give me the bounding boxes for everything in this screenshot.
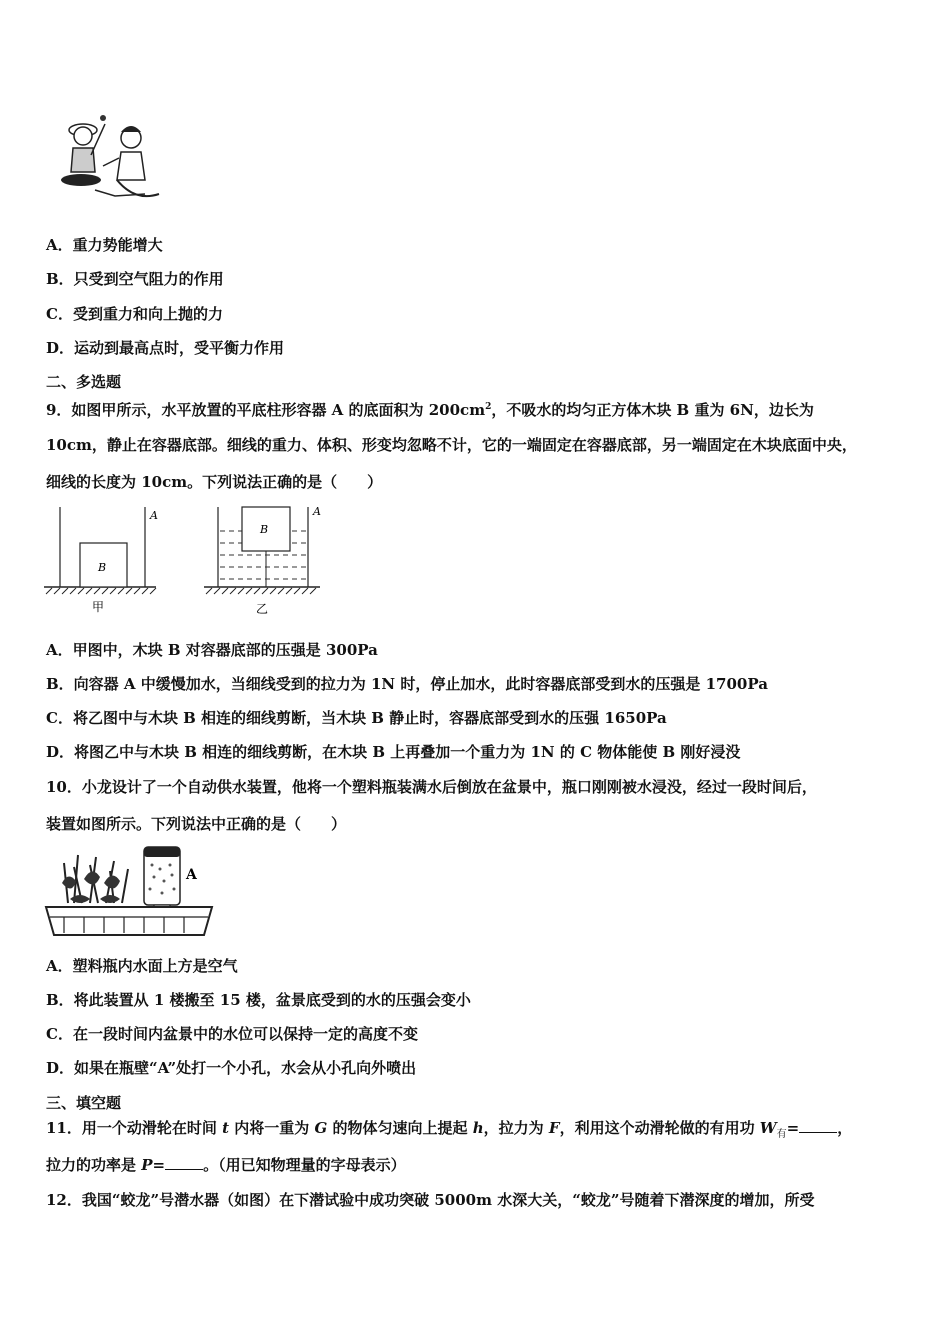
q8-option-b: B．只受到空气阻力的作用 bbox=[46, 270, 224, 288]
q9-option-b: B．向容器 A 中缓慢加水，当细线受到的拉力为 1N 时，停止加水，此时容器底部受到水的压强是 1700Pa bbox=[46, 675, 768, 693]
q10-option-c: C．在一段时间内盆景中的水位可以保持一定的高度不变 bbox=[46, 1025, 418, 1043]
q10-option-a: A．塑料瓶内水面上方是空气 bbox=[46, 957, 238, 975]
bottle-point-a-label: A bbox=[186, 867, 197, 883]
q11-text-1: 11．用一个动滑轮在时间 bbox=[46, 1119, 223, 1137]
jia-block-label: B bbox=[98, 561, 107, 574]
q10-line-2: 装置如图所示。下列说法中正确的是（ ） bbox=[46, 815, 347, 833]
q11-text-3: 的物体匀速向上提起 bbox=[327, 1119, 473, 1137]
q11-var-g: G bbox=[314, 1119, 328, 1137]
jia-container-label: A bbox=[150, 509, 158, 522]
children-throwing-ball-figure bbox=[55, 110, 165, 202]
figure-jia bbox=[40, 505, 160, 615]
figure-yi bbox=[200, 503, 325, 615]
q8-option-a: A．重力势能增大 bbox=[46, 236, 163, 254]
q10-line-1: 10．小龙设计了一个自动供水装置，他将一个塑料瓶装满水后倒放在盆景中，瓶口刚刚被水浸没，经过一段时间后， bbox=[46, 778, 817, 796]
q11-blank-1[interactable] bbox=[799, 1118, 837, 1133]
jia-caption: 甲 bbox=[92, 600, 105, 614]
q11-text-5: ，利用这个动滑轮做的有用功 bbox=[559, 1119, 760, 1137]
q12-line-1: 12．我国“蛟龙”号潜水器（如图）在下潜试验中成功突破 5000m 水深大关，“蛟龙”号随着下潜深度的增加，所受 bbox=[46, 1191, 815, 1209]
yi-caption: 乙 bbox=[256, 602, 269, 615]
q10-option-d: D．如果在瓶壁“A”处打一个小孔，水会从小孔向外喷出 bbox=[46, 1059, 417, 1077]
q11-line-2 bbox=[46, 1155, 406, 1175]
q9-option-a: A．甲图中，木块 B 对容器底部的压强是 300Pa bbox=[46, 641, 378, 659]
q8-option-d: D．运动到最高点时，受平衡力作用 bbox=[46, 339, 285, 357]
q9-line-1 bbox=[46, 397, 814, 420]
q11-equals: = bbox=[786, 1119, 800, 1137]
q9-superscript: 2 bbox=[485, 402, 492, 412]
q11-blank-2[interactable] bbox=[165, 1155, 203, 1170]
q9-line-1-text: 9．如图甲所示，水平放置的平底柱形容器 A 的底面积为 200cm bbox=[46, 401, 486, 419]
q11-text-4: ，拉力为 bbox=[483, 1119, 549, 1137]
yi-container-label: A bbox=[313, 505, 321, 518]
q11-var-h: h bbox=[472, 1119, 484, 1137]
q11-var-p: P bbox=[141, 1156, 153, 1174]
yi-block-label: B bbox=[260, 523, 269, 536]
section-fill-in-title: 三、填空题 bbox=[46, 1094, 122, 1112]
q11-comma: ， bbox=[837, 1119, 853, 1137]
q11-line-2-text: 拉力的功率是 bbox=[46, 1156, 142, 1174]
q11-line-2-equals: = bbox=[152, 1156, 166, 1174]
q11-w-subscript: 有 bbox=[776, 1129, 787, 1140]
q11-text-2: 内将一重为 bbox=[229, 1119, 315, 1137]
q9-line-1-text-end: ，不吸水的均匀正方体木块 B 重为 6N，边长为 bbox=[491, 401, 814, 419]
q9-line-3: 细线的长度为 10cm。下列说法正确的是（ ） bbox=[46, 473, 383, 491]
q11-var-t: t bbox=[222, 1119, 230, 1137]
q9-line-2: 10cm，静止在容器底部。细线的重力、体积、形变均忽略不计，它的一端固定在容器底部，另一端固定在木块底面中央， bbox=[46, 436, 857, 454]
auto-water-supply-figure bbox=[44, 843, 214, 943]
q11-line-2-note: 。（用已知物理量的字母表示） bbox=[203, 1156, 406, 1174]
section-multiple-choice-title: 二、多选题 bbox=[46, 373, 122, 391]
q9-option-d: D．将图乙中与木块 B 相连的细线剪断，在木块 B 上再叠加一个重力为 1N 的 C 物体能使 B 刚好浸没 bbox=[46, 743, 741, 761]
q11-var-f: F bbox=[548, 1119, 560, 1137]
q11-var-w: W bbox=[759, 1119, 777, 1137]
q9-option-c: C．将乙图中与木块 B 相连的细线剪断，当木块 B 静止时，容器底部受到水的压强 1650Pa bbox=[46, 709, 667, 727]
q11-line-1 bbox=[46, 1118, 852, 1145]
q8-option-c: C．受到重力和向上抛的力 bbox=[46, 305, 223, 323]
q10-option-b: B．将此装置从 1 楼搬至 15 楼，盆景底受到的水的压强会变小 bbox=[46, 991, 471, 1009]
